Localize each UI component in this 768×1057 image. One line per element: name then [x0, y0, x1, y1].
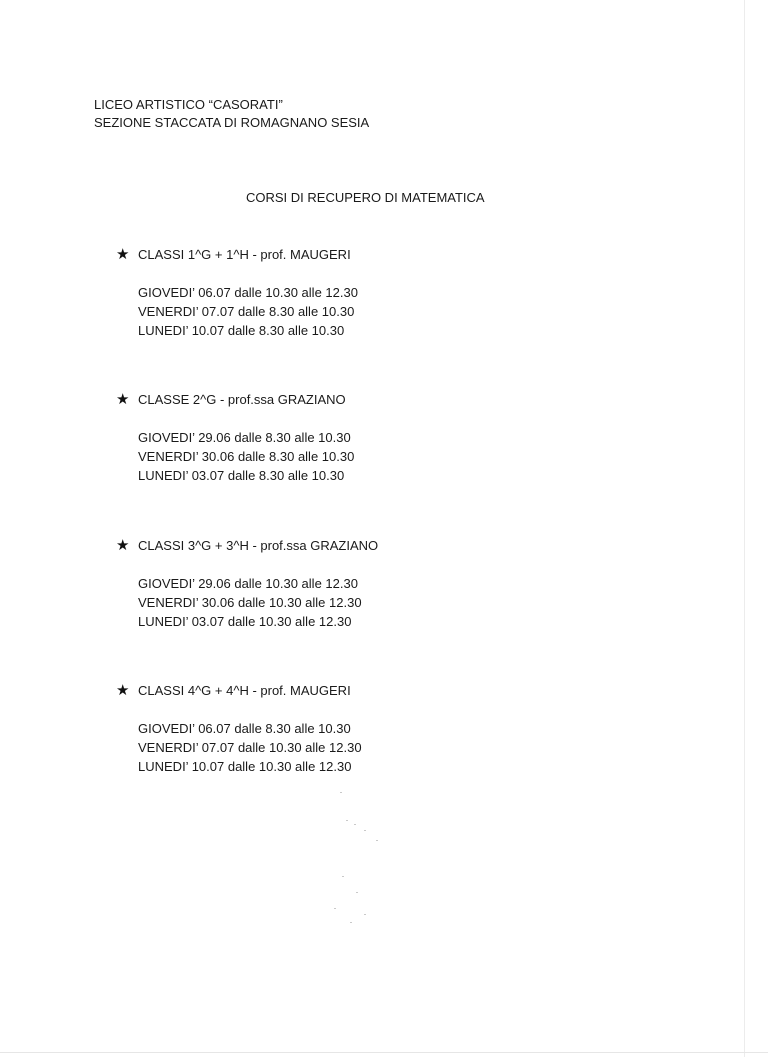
- session-line: LUNEDI’ 03.07 dalle 8.30 alle 10.30: [138, 468, 345, 483]
- session-list: [138, 719, 516, 776]
- scan-edge-right: [744, 0, 745, 1057]
- section-heading: [116, 391, 516, 409]
- session-line: VENERDI’ 30.06 dalle 8.30 alle 10.30: [138, 449, 355, 464]
- section-label: CLASSI 3^G + 3^H - prof.ssa GRAZIANO: [138, 538, 379, 553]
- school-branch: SEZIONE STACCATA DI ROMAGNANO SESIA: [94, 115, 370, 130]
- session-line: LUNEDI’ 10.07 dalle 10.30 alle 12.30: [138, 759, 352, 774]
- session-line: VENERDI’ 07.07 dalle 8.30 alle 10.30: [138, 304, 355, 319]
- scan-speck: [356, 892, 358, 893]
- school-name: LICEO ARTISTICO “CASORATI”: [94, 97, 283, 112]
- scan-speck: [364, 914, 366, 915]
- star-icon: ★: [116, 537, 130, 554]
- scan-speck: [354, 824, 356, 825]
- scan-speck: [350, 922, 352, 923]
- section-label: CLASSI 1^G + 1^H - prof. MAUGERI: [138, 247, 351, 262]
- scan-specks: [320, 780, 440, 940]
- section-heading: [116, 537, 516, 555]
- section-heading: [116, 682, 516, 700]
- session-line: LUNEDI’ 03.07 dalle 10.30 alle 12.30: [138, 614, 352, 629]
- section-label: CLASSE 2^G - prof.ssa GRAZIANO: [138, 392, 346, 407]
- session-line: GIOVEDI’ 29.06 dalle 8.30 alle 10.30: [138, 430, 351, 445]
- star-icon: ★: [116, 682, 130, 699]
- scan-speck: [340, 792, 342, 793]
- session-line: VENERDI’ 30.06 dalle 10.30 alle 12.30: [138, 595, 362, 610]
- course-section-3: [116, 537, 516, 631]
- star-icon: ★: [116, 246, 130, 263]
- star-icon: ★: [116, 391, 130, 408]
- document-title: CORSI DI RECUPERO DI MATEMATICA: [246, 190, 485, 205]
- scan-speck: [334, 908, 336, 909]
- section-heading: [116, 246, 516, 264]
- section-label: CLASSI 4^G + 4^H - prof. MAUGERI: [138, 683, 351, 698]
- session-line: LUNEDI’ 10.07 dalle 8.30 alle 10.30: [138, 323, 345, 338]
- scan-edge-bottom: [0, 1052, 768, 1053]
- course-section-1: [116, 246, 516, 340]
- scan-speck: [346, 820, 348, 821]
- session-line: GIOVEDI’ 29.06 dalle 10.30 alle 12.30: [138, 576, 358, 591]
- session-line: GIOVEDI’ 06.07 dalle 8.30 alle 10.30: [138, 721, 351, 736]
- session-list: [138, 428, 516, 485]
- course-section-2: [116, 391, 516, 485]
- scan-speck: [364, 830, 366, 831]
- session-list: [138, 574, 516, 631]
- session-line: VENERDI’ 07.07 dalle 10.30 alle 12.30: [138, 740, 362, 755]
- session-list: [138, 283, 516, 340]
- scan-speck: [342, 876, 344, 877]
- course-section-4: [116, 682, 516, 776]
- school-header: [94, 96, 369, 132]
- scan-speck: [376, 840, 378, 841]
- session-line: GIOVEDI’ 06.07 dalle 10.30 alle 12.30: [138, 285, 358, 300]
